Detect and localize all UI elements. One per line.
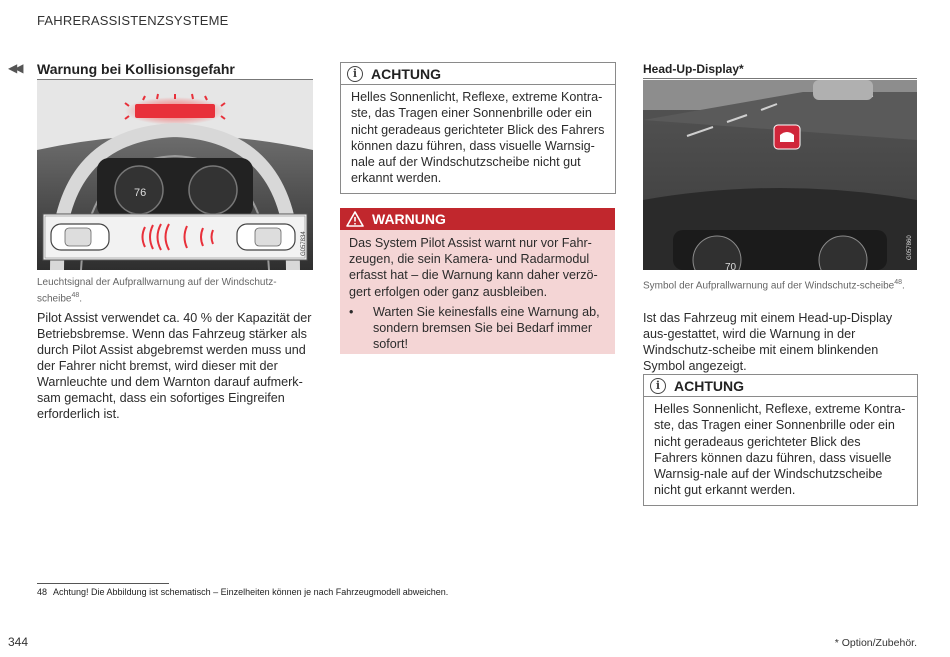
option-note: * Option/Zubehör. [834,637,917,649]
warning-box [340,208,615,354]
info-icon: i [347,66,363,82]
warning-text: Das System Pilot Assist warnt nur vor Fahr-zeugen, die sein Kamera- und Radarmodul erfasst hat – die Warnung kann daher verzö-gert erfolgen oder ganz ausbleiben. [349,236,598,299]
caution-box-hud [643,374,918,506]
warning-list [349,304,607,353]
double-chevron-left-icon[interactable]: ◀◀ [8,61,21,75]
page-number: 344 [8,635,29,649]
caution-label: ACHTUNG [371,65,441,82]
caution-text: Helles Sonnenlicht, Reflexe, extreme Kontra-ste, das Tragen einer Sonnenbrille oder ein nicht geradeaus gerichteter Blick des Fahrers können dazu führen, dass visuelle Warnsig-nale auf der Windschutzscheibe nicht gut erkannt werden. [654,402,906,498]
figure-caption-left: Leuchtsignal der Aufprallwarnung auf der Windschutz-scheibe$^{48}$. [37,277,277,305]
image-code: G057834 [301,231,307,256]
hud-speed-readout: 70 [725,262,737,270]
page-header: FAHRERASSISTENZSYSTEME [37,13,229,28]
footnote-number: 48 [37,587,48,597]
hud-illustration [643,80,917,270]
rear-car-icon [51,224,109,250]
footnote-ref[interactable]: 48 [71,292,80,299]
warning-box-header [340,208,615,230]
footnote-ref[interactable]: 48 [894,279,903,286]
footnote-text: Achtung! Die Abbildung ist schematisch – Einzelheiten können je nach Fahrzeugmodell abweichen. [53,587,449,597]
warning-triangle-icon [346,211,364,227]
section-title-hud: Head-Up-Display* [643,62,917,79]
hud-figure [643,80,917,270]
figure-caption-right: Symbol der Aufprallwarnung auf der Windschutz-scheibe$^{48}$. [643,279,905,292]
caution-box-header [341,63,615,85]
caution-box-header [644,375,917,397]
dashboard-illustration [37,80,313,270]
paragraph-pilot-assist: Pilot Assist verwendet ca. 40 % der Kapazität der Betriebsbremse. Wenn das Fahrzeug stärker als durch Pilot Assist abgebremst werden muss und der Fahrer nicht bremst, wird dieser mit der Warnleuchte und dem Warnton darauf aufmerk-sam gemacht, dass ein sofortiges Eingreifen erforderlich ist. [37,311,312,421]
footnote-divider [37,583,169,584]
paragraph-hud: Ist das Fahrzeug mit einem Head-up-Display aus-gestattet, wird die Warnung in der Windschutz-scheibe mit einem blinkenden Symbol angezeigt. [643,311,893,373]
caution-box [340,62,616,194]
warning-body [340,230,615,352]
warning-label: WARNUNG [372,211,446,227]
front-car-icon [237,224,295,250]
list-item: • Warten Sie keinesfalls eine Warnung ab, sondern bremsen Sie bei Bedarf immer sofort! [349,304,607,353]
caution-text: Helles Sonnenlicht, Reflexe, extreme Kontra-ste, das Tragen einer Sonnenbrille oder ein nicht geradeaus gerichteter Blick des Fahrers können dazu führen, dass visuelle Warnsig-nale auf der Windschutzscheibe nicht gut erkannt werden. [351,90,605,186]
footnote [37,587,448,597]
rear-mirror [813,80,873,100]
section-title-collision-warning: Warnung bei Kollisionsgefahr [37,61,313,80]
caution-label: ACHTUNG [674,377,744,394]
speed-readout: 76 [134,187,147,199]
image-code: G057860 [907,235,913,260]
info-icon: i [650,378,666,394]
warning-light-bar [135,104,215,118]
collision-warning-figure [37,80,313,270]
